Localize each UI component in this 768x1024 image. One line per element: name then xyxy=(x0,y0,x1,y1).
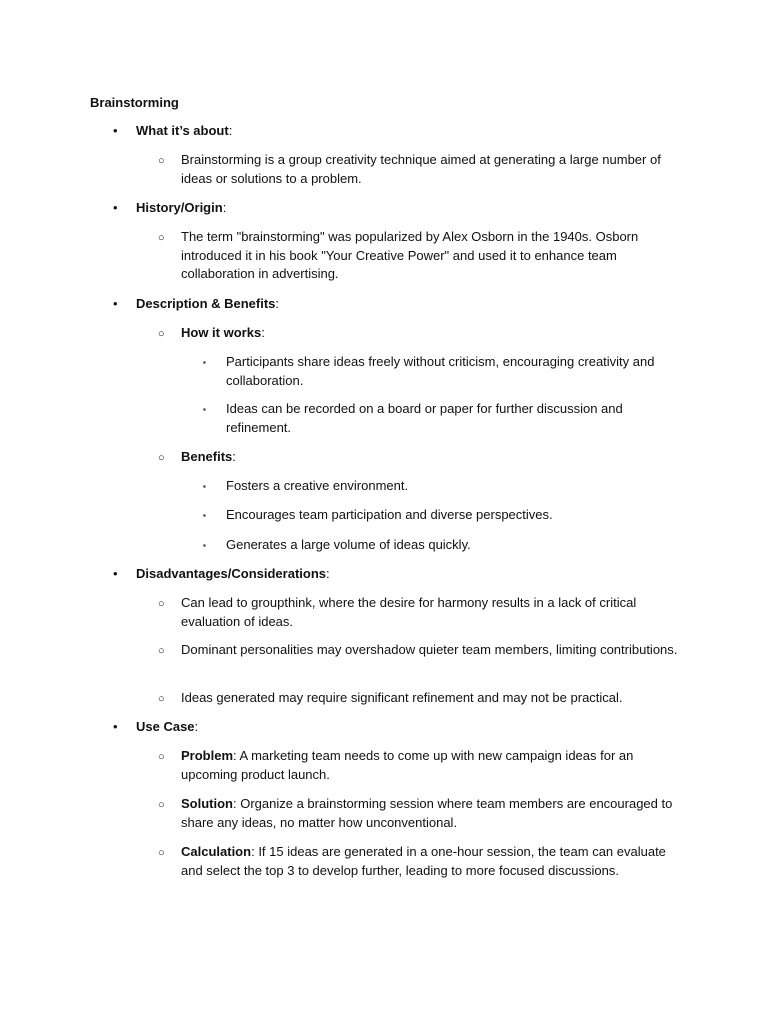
bullet-level2: ○ xyxy=(158,232,165,244)
section-heading: Disadvantages/Considerations: xyxy=(136,566,330,581)
bullet-level2: ○ xyxy=(158,452,165,464)
item-text: Organize a brainstorming session where team members are encouraged to share any ideas, no matter how unconventional. xyxy=(181,796,673,830)
bullet-level2: ○ xyxy=(158,155,165,167)
list-item: Fosters a creative environment. xyxy=(226,478,409,493)
section-label: What it’s about xyxy=(136,123,229,138)
list-item: Problem: A marketing team needs to come up with new campaign ideas for an upcoming product launch. xyxy=(181,748,634,782)
subsection-label: How it works xyxy=(181,325,262,340)
bullet-level3: ▪ xyxy=(203,405,206,414)
section-heading: History/Origin: xyxy=(136,200,227,215)
list-item: Solution: Organize a brainstorming session where team members are encouraged to share any ideas, no matter how unconventional. xyxy=(181,796,673,830)
bullet-level3: ▪ xyxy=(203,541,206,550)
list-item: The term "brainstorming" was popularized by Alex Osborn in the 1940s. Osborn introduced it in his book "Your Creative Power" and used it to enhance team collaboration in advertising. xyxy=(181,229,639,281)
item-text: If 15 ideas are generated in a one-hour session, the team can evaluate and select the top 3 to develop further, leading to more focused discussions. xyxy=(181,844,666,878)
section-heading: What it’s about: xyxy=(136,123,233,138)
subsection-heading: How it works: xyxy=(181,325,265,340)
bullet-level2: ○ xyxy=(158,751,165,763)
section-heading: Use Case: xyxy=(136,719,199,734)
bullet-level1: • xyxy=(113,200,118,215)
subsection-label: Benefits xyxy=(181,449,233,464)
subsection-heading: Benefits: xyxy=(181,449,236,464)
item-label: Solution xyxy=(181,796,233,811)
item-label: Problem xyxy=(181,748,234,763)
list-item: Dominant personalities may overshadow quieter team members, limiting contributions. xyxy=(181,642,678,657)
list-item: Generates a large volume of ideas quickly. xyxy=(226,537,471,552)
bullet-level2: ○ xyxy=(158,799,165,811)
section-label: History/Origin xyxy=(136,200,223,215)
bullet-level1: • xyxy=(113,566,118,581)
bullet-level2: ○ xyxy=(158,693,165,705)
bullet-level2: ○ xyxy=(158,645,165,657)
bullet-level2: ○ xyxy=(158,328,165,340)
document-title: Brainstorming xyxy=(90,95,179,110)
bullet-level2: ○ xyxy=(158,847,165,859)
bullet-level2: ○ xyxy=(158,598,165,610)
list-item: Brainstorming is a group creativity technique aimed at generating a large number of ideas or solutions to a problem. xyxy=(181,152,661,186)
list-item: Ideas can be recorded on a board or paper for further discussion and refinement. xyxy=(226,401,623,435)
list-item: Participants share ideas freely without criticism, encouraging creativity and collaboration. xyxy=(226,354,655,388)
bullet-level3: ▪ xyxy=(203,482,206,491)
section-label: Description & Benefits xyxy=(136,296,276,311)
bullet-level1: • xyxy=(113,719,118,734)
item-text: A marketing team needs to come up with new campaign ideas for an upcoming product launch. xyxy=(181,748,634,782)
bullet-level1: • xyxy=(113,296,118,311)
list-item: Ideas generated may require significant refinement and may not be practical. xyxy=(181,690,623,705)
list-item: Calculation: If 15 ideas are generated in a one-hour session, the team can evaluate and select the top 3 to develop further, leading to more focused discussions. xyxy=(181,844,666,878)
section-label: Use Case xyxy=(136,719,195,734)
list-item: Can lead to groupthink, where the desire for harmony results in a lack of critical evaluation of ideas. xyxy=(181,595,637,629)
section-heading: Description & Benefits: xyxy=(136,296,280,311)
list-item: Encourages team participation and diverse perspectives. xyxy=(226,507,553,522)
section-label: Disadvantages/Considerations xyxy=(136,566,326,581)
bullet-level1: • xyxy=(113,123,118,138)
bullet-level3: ▪ xyxy=(203,358,206,367)
item-label: Calculation xyxy=(181,844,252,859)
bullet-level3: ▪ xyxy=(203,511,206,520)
